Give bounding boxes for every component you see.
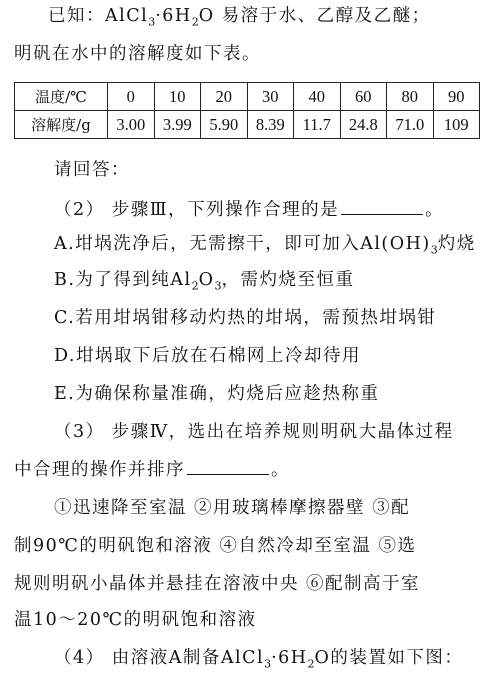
solubility-table xyxy=(14,82,480,139)
intro-line-1: 已知：$AlCl_3\cdot 6H_2O$ 易溶于水、乙醇及乙醚； xyxy=(48,6,431,29)
table-cell: 30 xyxy=(247,83,294,111)
intro-line-2: 明矾在水中的溶解度如下表。 xyxy=(14,44,261,64)
table-row xyxy=(15,83,480,111)
q2-option-e: E.为确保称量准确，灼烧后应趁热称重 xyxy=(54,384,380,404)
q3-stem-line-2: 中合理的操作并排序 。 xyxy=(14,456,488,482)
q3-options-line-3: 规则明矾小晶体并悬挂在溶液中央 ⑥配制高于室 xyxy=(14,574,421,594)
table-cell: 10 xyxy=(154,83,201,111)
q4-stem: （4） 由溶液A制备$AlCl_3\cdot 6H_2O$的装置如下图： xyxy=(54,648,464,671)
answer-blank xyxy=(341,196,423,215)
table-cell: 20 xyxy=(201,83,248,111)
table-cell: 24.8 xyxy=(340,111,387,139)
table-cell: 8.39 xyxy=(247,111,294,139)
table-cell: 11.7 xyxy=(294,111,341,139)
table-cell: 5.90 xyxy=(201,111,248,139)
table-cell: 40 xyxy=(294,83,341,111)
q2-option-d: D.坩埚取下后放在石棉网上冷却待用 xyxy=(54,346,361,366)
table-cell: 60 xyxy=(340,83,387,111)
table-cell: 80 xyxy=(387,83,434,111)
q2-option-c: C.若用坩埚钳移动灼热的坩埚，需预热坩埚钳 xyxy=(54,308,437,328)
table-cell: 90 xyxy=(433,83,480,111)
table-cell: 71.0 xyxy=(387,111,434,139)
table-cell: 3.00 xyxy=(108,111,155,139)
prompt-text: 请回答： xyxy=(54,160,130,180)
table-cell: 3.99 xyxy=(154,111,201,139)
table-cell: 109 xyxy=(433,111,480,139)
q3-stem-line-1: （3） 步骤Ⅳ，选出在培养规则明矾大晶体过程 xyxy=(54,422,454,442)
q2-option-a: A.坩埚洗净后，无需擦干，即可加入$Al(OH)_3$灼烧 xyxy=(54,234,476,257)
q3-options-line-1: ①迅速降至室温 ②用玻璃棒摩擦器壁 ③配 xyxy=(54,498,411,518)
answer-blank xyxy=(187,456,269,475)
q3-options-line-4: 温10～20℃的明矾饱和溶液 xyxy=(14,610,257,630)
table-header-temperature: 温度/℃ xyxy=(15,83,108,111)
q2-stem: （2） 步骤Ⅲ，下列操作合理的是 。 xyxy=(54,196,488,222)
table-row xyxy=(15,111,480,139)
q2-option-b: B.为了得到纯$Al_2O_3$，需灼烧至恒重 xyxy=(54,270,355,293)
table-cell: 0 xyxy=(108,83,155,111)
q3-options-line-2: 制90℃的明矾饱和溶液 ④自然冷却至室温 ⑤选 xyxy=(14,536,417,556)
table-header-solubility: 溶解度/g xyxy=(15,111,108,139)
